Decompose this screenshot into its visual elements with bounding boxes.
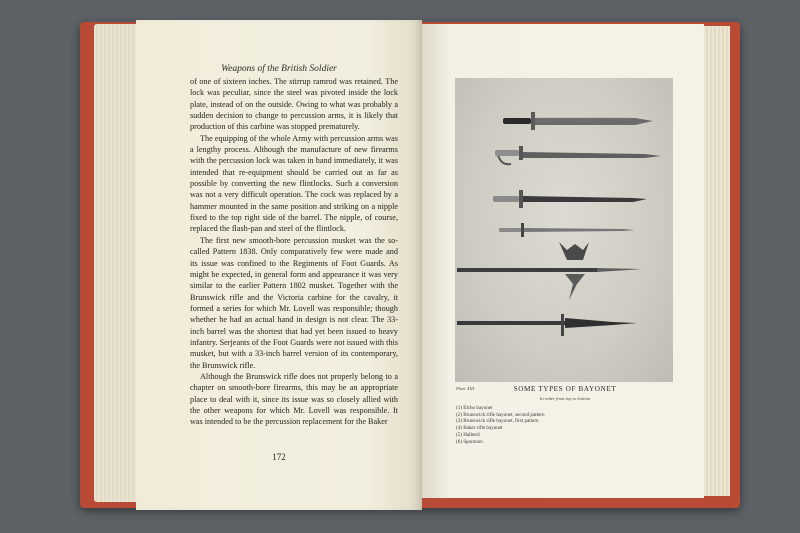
bayonets-illustration	[455, 78, 673, 382]
running-head: Weapons of the British Soldier	[221, 64, 337, 74]
caption-title: SOME TYPES OF BAYONET	[513, 385, 617, 393]
bayonet-plate-photo	[455, 78, 673, 382]
list-item: (6) Spontoon	[456, 438, 483, 445]
elcho-bayonet-image	[503, 112, 653, 130]
brunswick-first-pattern-image	[493, 190, 647, 208]
page-number: 172	[272, 452, 286, 462]
page-edges-left	[94, 24, 138, 502]
list-item: (4) Baker rifle bayonet	[456, 425, 503, 432]
list-item: (5) Halberd	[456, 431, 480, 438]
list-item: (2) Brunswick rifle bayonet, second pattern	[456, 411, 545, 418]
paragraph: of one of sixteen inches. The stirrup ramrod was retained. The lock was peculiar, since the steel was pivoted inside the lock plate, instead of on the outside. Owing to what was probably a sudden decision to change to percussion arms, it is likely that production of this carbine was stopped prematurely.	[190, 77, 398, 132]
caption-list	[456, 405, 545, 445]
caption-subtitle: In order from top to bottom	[539, 396, 591, 401]
page-edges-right	[700, 26, 730, 496]
brunswick-second-pattern-image	[495, 146, 661, 164]
halberd-image	[457, 242, 643, 300]
baker-bayonet-image	[499, 223, 635, 237]
list-item: (3) Brunswick rifle bayonet, first pattern	[456, 418, 539, 425]
body-text	[190, 76, 398, 428]
paragraph: Although the Brunswick rifle does not properly belong to a chapter on smooth-bore firearms, this may be an appropriate place to deal with it, since its issue was so closely allied with the other weapons for which Mr. Lovell was responsible. It was intended to be the percussion replacement for the Baker	[190, 371, 398, 427]
paragraph: The first new smooth-bore percussion musket was the so-called Pattern 1838. Only comparatively few were made and its issue was confined to the Regiments of Foot Guards. As might be expected, in general form and appearance it was very similar to the earlier Pattern 1802 musket. Together with the Brunswick rifle and the Victoria carbine for the cavalry, it formed a series for which Mr. Lovell was responsible; though whether he had an actual hand in design is not clear. The 33-inch barrel was the shortest that had yet been issued to heavy infantry. Serjeants of the Foot Guards were not issued with this musket, but with a 33-inch barrel version of its contemporary, the Brunswick rifle.	[190, 235, 398, 370]
paragraph: The equipping of the whole Army with percussion arms was a lengthy process. Although the manufacture of new firearms with the percussion lock was taken in hand immediately, it was intended that re-equipment should be carried out as far as possible by converting the new flintlocks. Such a conversion was not a very difficult operation. The cock was replaced by a hammer mounted in the same position and striking on a nipple fixed to the top right side of the barrel. The nipple, of course, replaced the flash-pan and steel of the flintlock.	[190, 133, 398, 234]
plate-number: Plate XIII	[456, 386, 475, 391]
list-item: (1) Elcho bayonet	[456, 405, 493, 411]
spontoon-image	[457, 314, 637, 336]
